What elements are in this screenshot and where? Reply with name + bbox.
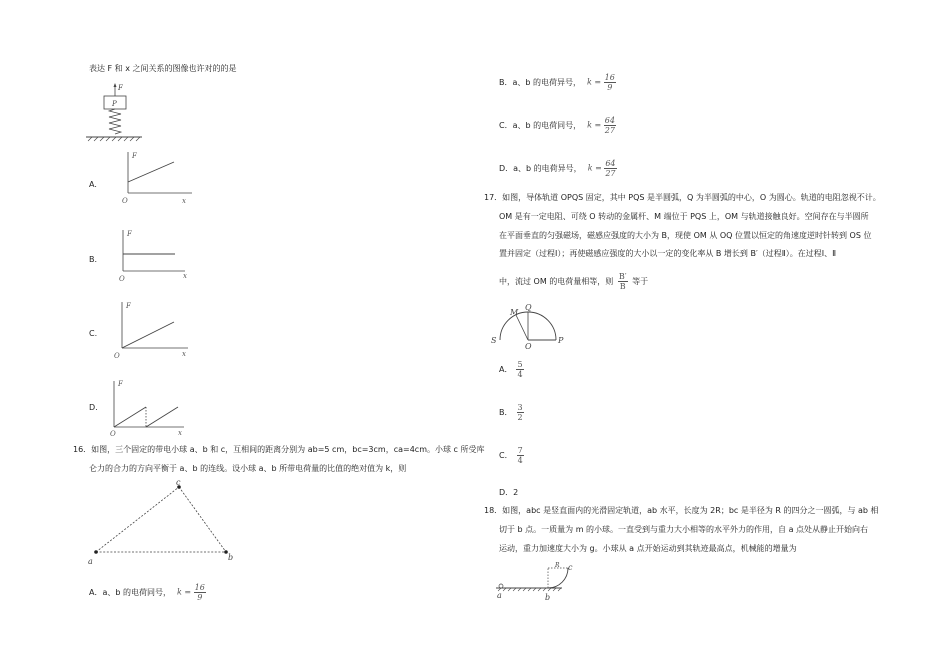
q16-option-a[interactable] [89,583,206,602]
k-symbol: k = [587,163,602,173]
q15-option-a-letter[interactable]: A. [89,180,97,189]
fraction-numerator: 16 [194,583,205,592]
fraction-denominator: 4 [517,370,523,379]
origin-label: O [114,352,120,360]
x-axis-label: x [182,350,186,358]
q17-option-c[interactable] [499,446,524,465]
point-q-label: Q [525,303,532,312]
q15-option-b-letter[interactable]: B. [89,255,98,264]
x-axis-label: x [183,272,187,280]
point-a-label: a [88,557,93,566]
q15-option-d-letter[interactable]: D. [89,403,98,412]
q16-option-d-text: D．a、b 的电荷异号， [499,164,582,173]
point-c-label: c [568,563,573,572]
option-letter: C． [499,451,513,460]
option-letter: A． [499,365,513,374]
q16-triangle-figure [84,478,244,568]
k-symbol: k = [177,587,192,597]
fraction-denominator: 2 [517,413,523,422]
fraction-numerator: 16 [604,73,615,82]
q17-line5-pre: 中，流过 OM 的电荷量相等，则 [499,277,614,286]
y-axis-label: F [126,302,131,310]
y-axis-label: F [118,380,123,388]
q17-option-a[interactable] [499,360,524,379]
k-symbol: k = [587,120,602,130]
fraction-numerator: 7 [517,446,523,455]
q16-option-b[interactable] [499,73,616,92]
origin-label: O [119,275,125,283]
force-label: F [118,84,123,92]
q15-option-a-graph [116,148,196,206]
point-m-label: M [510,308,519,317]
point-o-label: O [525,342,532,350]
spring-block-figure [84,82,144,142]
q16-text-line2: 仑力的合力的方向平衡于 a、b 的连线。设小球 a、b 所带电荷量的比值的绝对值为 k，则 [89,464,407,473]
q17-text-line4: 置并固定（过程Ⅰ）；再使磁感应强度的大小以一定的变化率从 B 增长到 B′（过程Ⅱ）。在过程Ⅰ、Ⅱ [499,249,837,258]
q17-text-line2: OM 是有一定电阻、可绕 O 转动的金属杆、M 端位于 PQS 上，OM 与轨道接触良好。空间存在与半圆所 [499,212,869,221]
ratio-numerator: B′ [618,272,627,281]
q18-track-figure [492,560,592,604]
point-p-label: P [558,336,564,345]
q15-intro-text: 表达 F 和 x 之间关系的图像也许对的的是 [89,64,237,73]
y-axis-label: F [127,230,132,238]
block-label: P [112,100,117,108]
q16-option-c[interactable] [499,116,616,135]
x-axis-label: x [178,429,182,437]
fraction-numerator: 64 [604,116,615,125]
q17-text-line1: 17．如图，导体轨道 OPQS 固定，其中 PQS 是半圆弧，Q 为半圆弧的中心，O 为圆心。轨道的电阻忽视不计。 [484,193,881,202]
point-b-label: b [228,553,234,562]
option-letter: B． [499,408,513,417]
q16-option-a-text: A．a、b 的电荷同号， [89,588,171,597]
q15-option-c-graph [112,298,196,360]
q18-text-line1: 18．如图，abc 是竖直面内的光滑固定轨道，ab 水平，长度为 2R；bc 是半径为 R 的四分之一圆弧，与 ab 相 [484,506,879,515]
q16-option-d[interactable] [499,159,617,178]
k-symbol: k = [587,77,602,87]
fraction-denominator: 9 [607,83,613,92]
point-c-label: c [176,478,181,487]
point-a-label: a [497,591,502,600]
q15-option-c-letter[interactable]: C. [89,329,98,338]
fraction-numerator: 5 [517,360,523,369]
radius-label: R [555,562,560,569]
x-axis-label: x [182,197,186,205]
q17-line5-post: 等于 [632,277,649,286]
q18-text-line3: 运动，重力加速度大小为 g。小球从 a 点开始运动到其轨迹最高点，机械能的增量为 [499,544,797,553]
ratio-denominator: B [619,282,626,291]
q17-option-b[interactable] [499,403,524,422]
q17-option-d[interactable]: D．2 [499,488,519,497]
fraction-denominator: 27 [604,126,615,135]
origin-label: O [110,430,116,437]
fraction-numerator: 64 [605,159,616,168]
q17-semicircle-figure [488,302,570,350]
fraction-denominator: 9 [197,593,203,602]
origin-label: O [122,197,128,205]
q16-option-c-text: C．a、b 的电荷同号， [499,121,582,130]
point-b-label: b [545,593,551,602]
q15-option-d-graph [108,375,192,437]
fraction-denominator: 4 [517,456,523,465]
point-s-label: S [491,336,497,345]
y-axis-label: F [132,152,137,160]
q17-text-line3: 在平面垂直的匀强磁场，磁感应强度的大小为 B，现使 OM 从 OQ 位置以恒定的角速度逆时针转到 OS 位 [499,231,872,240]
fraction-denominator: 27 [605,169,616,178]
q18-text-line2: 切于 b 点。一质量为 m 的小球。一直受到与重力大小相等的水平外力的作用，自 a 点处从静止开始向右 [499,525,869,534]
fraction-numerator: 3 [517,403,523,412]
q17-text-line5 [499,272,648,291]
q16-text-line1: 16．如图，三个固定的带电小球 a、b 和 c，互相间的距离分别为 ab=5 cm，bc=3cm，ca=4cm。小球 c 所受库 [73,445,485,454]
q16-option-b-text: B．a、b 的电荷异号， [499,78,582,87]
q15-option-b-graph [113,226,193,284]
